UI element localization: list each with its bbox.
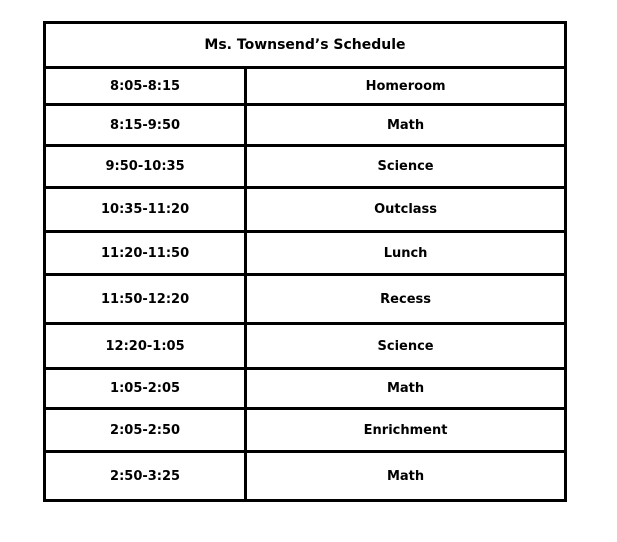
- subject-cell: Science: [246, 146, 566, 188]
- subject-cell: Homeroom: [246, 68, 566, 105]
- table-row: [45, 188, 566, 232]
- table-row: [45, 369, 566, 409]
- schedule-table: [43, 21, 567, 502]
- subject-cell: Outclass: [246, 188, 566, 232]
- time-cell: 8:05-8:15: [45, 68, 246, 105]
- time-cell: 11:50-12:20: [45, 275, 246, 324]
- header-row: [45, 23, 566, 68]
- time-cell: 11:20-11:50: [45, 232, 246, 275]
- table-row: [45, 232, 566, 275]
- table-row: [45, 409, 566, 452]
- subject-cell: Enrichment: [246, 409, 566, 452]
- subject-cell: Recess: [246, 275, 566, 324]
- table-row: [45, 452, 566, 501]
- schedule-title: Ms. Townsend’s Schedule: [45, 23, 566, 68]
- table-row: [45, 68, 566, 105]
- table-row: [45, 324, 566, 369]
- time-cell: 8:15-9:50: [45, 105, 246, 146]
- subject-cell: Math: [246, 105, 566, 146]
- time-cell: 2:50-3:25: [45, 452, 246, 501]
- time-cell: 9:50-10:35: [45, 146, 246, 188]
- table-row: [45, 146, 566, 188]
- table-row: [45, 275, 566, 324]
- time-cell: 1:05-2:05: [45, 369, 246, 409]
- subject-cell: Math: [246, 452, 566, 501]
- table-row: [45, 105, 566, 146]
- subject-cell: Math: [246, 369, 566, 409]
- time-cell: 12:20-1:05: [45, 324, 246, 369]
- time-cell: 10:35-11:20: [45, 188, 246, 232]
- time-cell: 2:05-2:50: [45, 409, 246, 452]
- subject-cell: Lunch: [246, 232, 566, 275]
- subject-cell: Science: [246, 324, 566, 369]
